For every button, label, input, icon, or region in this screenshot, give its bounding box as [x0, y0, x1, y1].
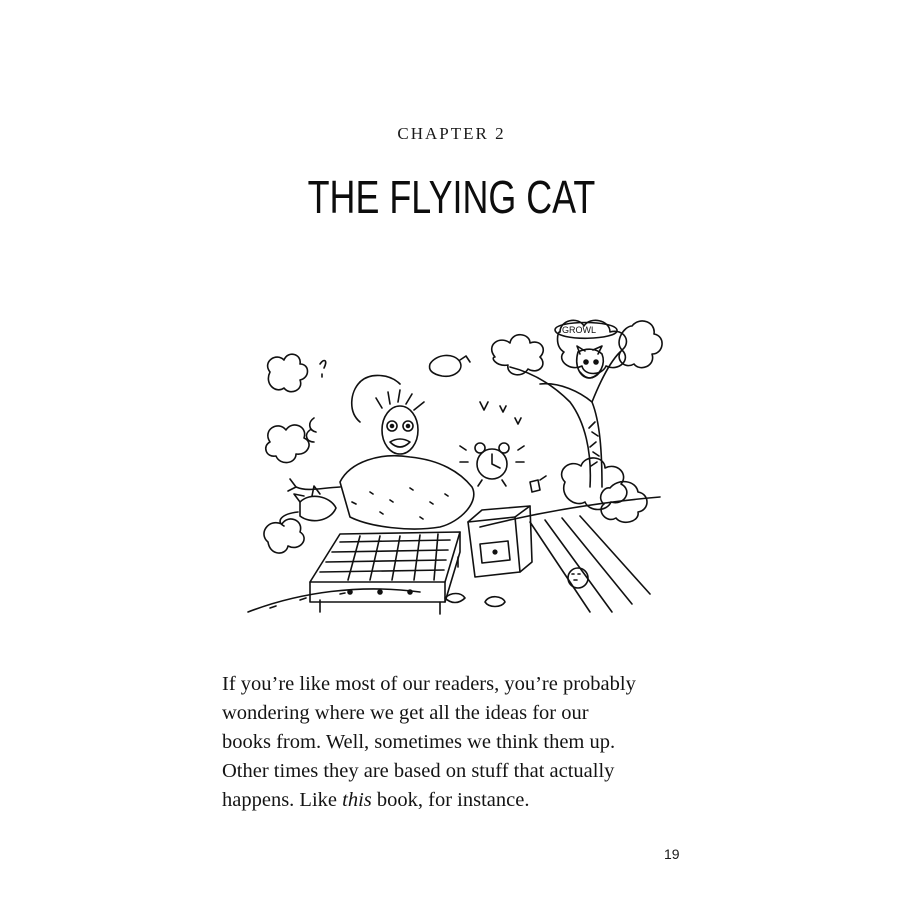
tree-sign-text: GROWL	[562, 325, 597, 335]
body-line: books from. Well, sometimes we think them up.	[222, 731, 616, 753]
body-line: wondering where we get all the ideas for our	[222, 702, 589, 724]
body-text-segment: happens. Like	[222, 789, 343, 811]
body-line: If you’re like most of our readers, you’re probably	[222, 673, 636, 695]
chapter-illustration	[240, 312, 670, 632]
person-figure	[288, 375, 474, 529]
alarm-clock	[460, 402, 524, 486]
body-line: Other times they are based on stuff that actually	[222, 760, 615, 782]
page-number: 19	[664, 846, 680, 862]
emphasis-word: this	[342, 789, 372, 811]
chapter-title: THE FLYING CAT	[307, 171, 596, 223]
chapter-label: CHAPTER 2	[397, 124, 506, 143]
body-paragraph	[222, 670, 692, 815]
left-bushes	[264, 354, 326, 553]
bed	[310, 532, 460, 614]
body-text-segment: book, for instance.	[371, 789, 530, 811]
body-last-line	[222, 786, 692, 815]
